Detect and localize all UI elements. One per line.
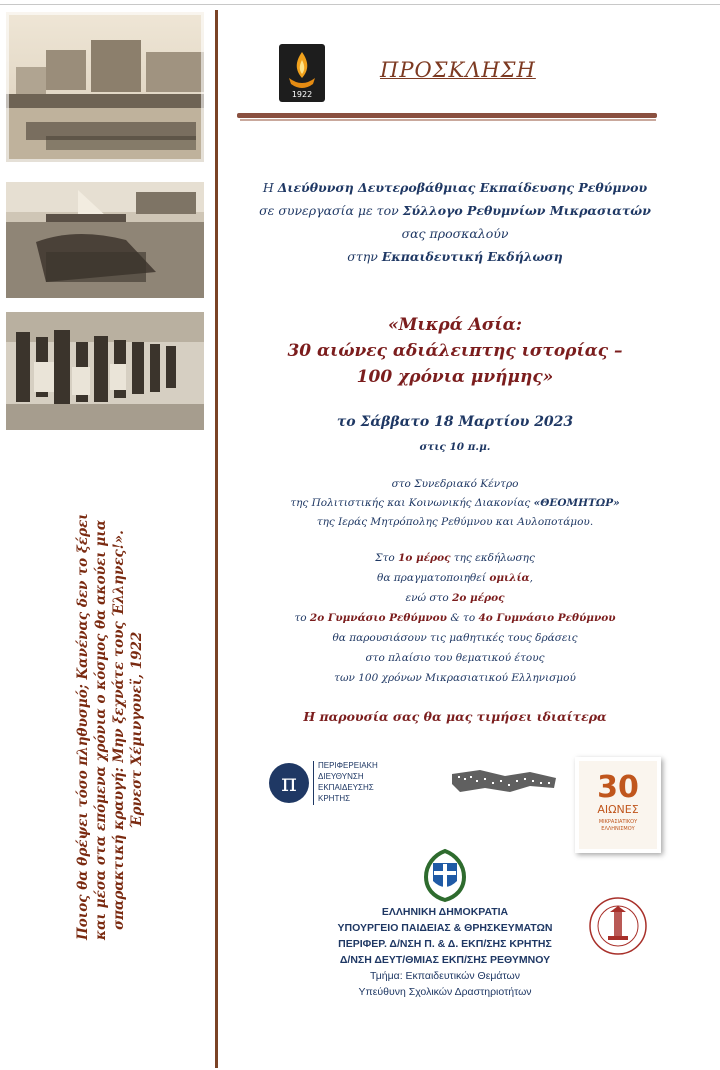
ministry-line-1: ΕΛΛΗΝΙΚΗ ΔΗΜΟΚΡΑΤΙΑ: [381, 906, 509, 918]
pi-glyph: π: [281, 769, 297, 797]
ministry-line-3: ΠΕΡΙΦΕΡ. Δ/ΝΣΗ Π. & Δ. ΕΚΠ/ΣΗΣ ΚΡΗΤΗΣ: [338, 938, 552, 950]
closing-line: Η παρουσία σας θα μας τιμήσει ιδιαίτερα: [303, 709, 607, 724]
header-rule: [237, 113, 657, 118]
ministry-line-6: Υπεύθυνη Σχολικών Δραστηριοτήτων: [358, 986, 532, 998]
intro-line-4: στην Εκπαιδευτική Εκδήλωση: [347, 249, 563, 264]
quote-line: σπαρακτική κραυγή: Μην ξεχνάτε τους Έλληνες!».: [111, 530, 127, 930]
svg-text:ΠΕΡΙΦΕΡΕΙΑΚΗ: ΠΕΡΙΦΕΡΕΙΑΚΗ: [318, 761, 378, 770]
program-line-7: των 100 χρόνων Μικρασιατικού Ελληνισμού: [334, 672, 576, 684]
badge-number: 30: [597, 770, 639, 805]
program-line-5: θα παρουσιάσουν τις μαθητικές τους δράσεις: [332, 632, 578, 644]
page-title: ΠΡΟΣΚΛΗΣΗ: [380, 58, 536, 82]
ministry-line-5: Τμήμα: Εκπαιδευτικών Θεμάτων: [370, 970, 520, 982]
vertical-divider: [215, 10, 218, 1068]
intro-line-3: σας προσκαλούν: [401, 226, 509, 241]
intro-line-2: σε συνεργασία με τον Σύλλογο Ρεθυμνίων Μικρασιατών: [259, 203, 651, 218]
program-line-1: Στο 1ο μέρος της εκδήλωσης: [375, 552, 535, 564]
regional-directorate-logo: [268, 757, 408, 809]
flame-1922-logo: [279, 44, 325, 102]
greek-coat-of-arms-icon: [418, 847, 472, 903]
svg-text:ΚΡΗΤΗΣ: ΚΡΗΤΗΣ: [318, 794, 351, 803]
quote-author: Έρνεστ Χέμινγουεϊ, 1922: [129, 631, 145, 829]
association-seal-icon: [588, 896, 648, 956]
header-rule-shadow: [240, 119, 656, 121]
ministry-line-4: Δ/ΝΣΗ ΔΕΥΤ/ΘΜΙΑΣ ΕΚΠ/ΣΗΣ ΡΕΘΥΜΝΟΥ: [339, 954, 551, 966]
event-title-2: 30 αιώνες αδιάλειπτης ιστορίας –: [287, 341, 623, 361]
historic-photo-refugees: [6, 312, 204, 430]
program-line-6: στο πλαίσιο του θεματικού έτους: [365, 652, 545, 664]
program-line-3: ενώ στο 2ο μέρος: [405, 592, 505, 604]
crete-dot-map: [450, 762, 558, 804]
program-line-4: το 2ο Γυμνάσιο Ρεθύμνου & το 4ο Γυμνάσιο Ρεθύμνου: [294, 612, 616, 624]
logo-year: 1922: [291, 90, 313, 99]
historic-photo-boats: [6, 182, 204, 298]
hemingway-quote: [74, 513, 146, 940]
thirty-centuries-logo: [575, 757, 661, 853]
historic-photo-waterfront: [6, 12, 204, 162]
venue-line-2: της Πολιτιστικής και Κοινωνικής Διακονίας «ΘΕΟΜΗΤΩΡ»: [290, 497, 620, 509]
svg-text:ΑΙΩΝΕΣ: ΑΙΩΝΕΣ: [597, 803, 639, 816]
svg-text:ΕΚΠΑΙΔΕΥΣΗΣ: ΕΚΠΑΙΔΕΥΣΗΣ: [318, 783, 374, 792]
quote-line: Ποιος θα θρέψει τόσο πληθυσμό; Κανένας δεν το ξέρει: [75, 513, 91, 940]
svg-text:ΔΙΕΥΘΥΝΣΗ: ΔΙΕΥΘΥΝΣΗ: [318, 772, 364, 781]
top-border-line: [0, 4, 720, 5]
svg-text:ΕΛΛΗΝΙΣΜΟΥ: ΕΛΛΗΝΙΣΜΟΥ: [601, 826, 635, 832]
event-date: το Σάββατο 18 Μαρτίου 2023: [336, 414, 574, 430]
quote-line: και μέσα στα επόμενα χρόνια ο κόσμος θα ακούει μια: [93, 519, 109, 940]
program-line-2: θα πραγματοποιηθεί ομιλία,: [377, 572, 533, 584]
venue-line-3: της Ιεράς Μητρόπολης Ρεθύμνου και Αυλοποτάμου.: [316, 516, 594, 528]
ministry-line-2: ΥΠΟΥΡΓΕΙΟ ΠΑΙΔΕΙΑΣ & ΘΡΗΣΚΕΥΜΑΤΩΝ: [337, 922, 553, 934]
event-time: στις 10 π.μ.: [419, 441, 491, 453]
event-title-3: 100 χρόνια μνήμης»: [356, 367, 554, 387]
svg-text:ΜΙΚΡΑΣΙΑΤΙΚΟΥ: ΜΙΚΡΑΣΙΑΤΙΚΟΥ: [598, 819, 638, 825]
intro-line-1: Η Διεύθυνση Δευτεροβάθμιας Εκπαίδευσης Ρεθύμνου: [262, 180, 648, 195]
venue-line-1: στο Συνεδριακό Κέντρο: [391, 478, 519, 490]
event-title-1: «Μικρά Ασία:: [387, 315, 523, 335]
